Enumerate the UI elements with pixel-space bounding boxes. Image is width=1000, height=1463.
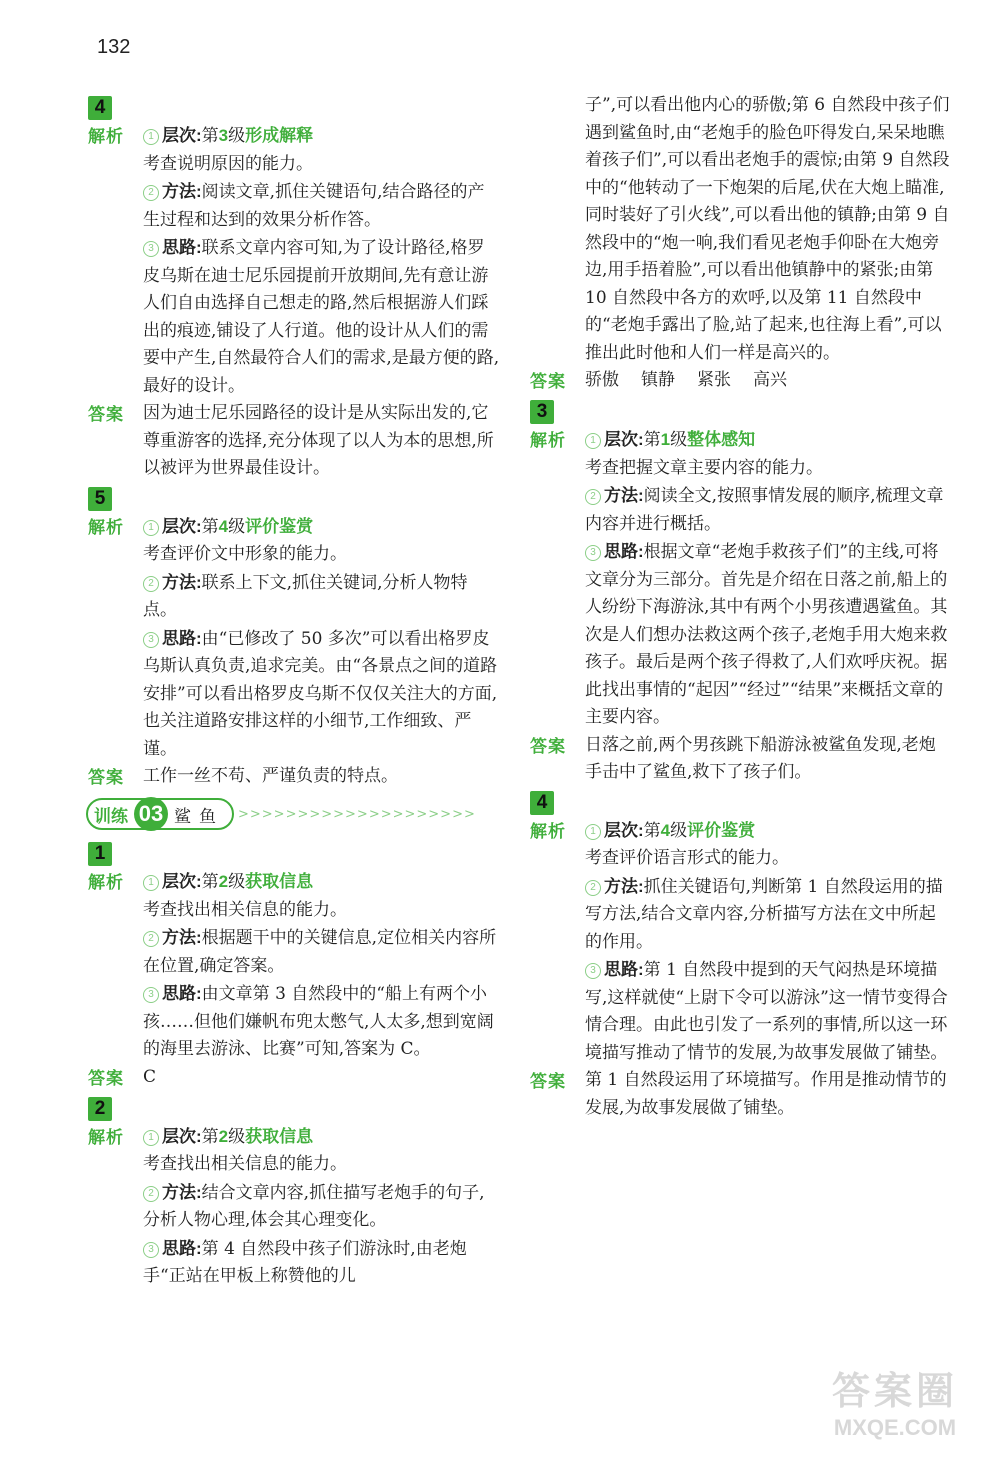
answer-text: 工作一丝不苟、严谨负责的特点。 xyxy=(143,766,398,786)
analysis-tag: 解析 xyxy=(88,873,124,892)
training-header xyxy=(86,796,500,832)
level-line: 1 层次:第2级获取信息 xyxy=(143,1123,500,1152)
thinking-line: 3 思路:由文章第 3 自然段中的“船上有两个小孩……但他们嫌帆布兜太憋气,人太多,想到宽阔的海里去游泳、比赛”可知,答案为 C。 xyxy=(143,984,494,1059)
answer-text: 第 1 自然段运用了环境描写。作用是推动情节的发展,为故事发展做了铺垫。 xyxy=(585,1070,947,1118)
answer-tag: 答案 xyxy=(530,736,566,756)
circle-two-icon: 2 xyxy=(585,880,601,896)
watermark-logo: 答案圈 MXQE.COM xyxy=(831,1371,958,1440)
circle-three-icon: 3 xyxy=(585,545,601,561)
level-line: 1 层次:第4级评价鉴赏 xyxy=(585,817,950,846)
circle-three-icon: 3 xyxy=(585,963,601,979)
answer-tag: 答案 xyxy=(88,768,124,787)
analysis-block-3 xyxy=(530,426,950,732)
circle-one-icon: 1 xyxy=(143,129,159,145)
circle-three-icon: 3 xyxy=(143,632,159,648)
circle-one-icon: 1 xyxy=(585,433,601,449)
level-description: 考查评价文中形象的能力。 xyxy=(143,544,347,564)
training-number: 03 xyxy=(134,797,168,831)
method-line: 2 方法:阅读文章,抓住关键语句,结合路径的产生过程和达到的效果分析作答。 xyxy=(143,182,485,230)
level-line: 1 层次:第2级获取信息 xyxy=(143,868,500,897)
level-description: 考查找出相关信息的能力。 xyxy=(143,1154,347,1174)
level-description: 考查把握文章主要内容的能力。 xyxy=(585,457,823,478)
question-number-5: 5 xyxy=(88,487,112,511)
analysis-block-5 xyxy=(88,513,500,764)
circle-two-icon: 2 xyxy=(143,1186,159,1202)
training-title: 鲨鱼 xyxy=(174,806,224,827)
circle-one-icon: 1 xyxy=(585,824,601,840)
answer-words xyxy=(585,367,950,395)
analysis-tag: 解析 xyxy=(530,431,566,450)
circle-two-icon: 2 xyxy=(143,931,159,947)
circle-two-icon: 2 xyxy=(143,576,159,592)
question-number-3: 3 xyxy=(530,400,554,424)
analysis-block-4 xyxy=(88,122,500,400)
answer-word: 紧张 xyxy=(697,370,731,390)
answer-word: 骄傲 xyxy=(585,370,619,390)
circle-three-icon: 3 xyxy=(143,987,159,1003)
answer-block-4-right xyxy=(530,1067,950,1122)
answer-block-2 xyxy=(530,367,950,396)
left-column xyxy=(88,92,500,1291)
answer-block-3 xyxy=(530,732,950,787)
thinking-line: 3 思路:第 1 自然段中提到的天气闷热是环境描写,这样就使“上尉下令可以游泳”这一情节变得合情合理。由此也引发了一系列的事情,所以这一环境描写推动了情节的发展,为故事发展做了铺垫。 xyxy=(585,960,948,1063)
training-badge xyxy=(86,798,234,830)
method-line: 2 方法:阅读全文,按照事情发展的顺序,梳理文章内容并进行概括。 xyxy=(585,486,944,534)
answer-text: C xyxy=(143,1066,157,1087)
level-line: 1 层次:第4级评价鉴赏 xyxy=(143,513,500,542)
question-number-1: 1 xyxy=(88,842,112,866)
method-line: 2 方法:抓住关键语句,判断第 1 自然段运用的描写方法,结合文章内容,分析描写方法在文中所起的作用。 xyxy=(585,876,943,952)
answer-block-5 xyxy=(88,763,500,792)
analysis-block-1 xyxy=(88,868,500,1064)
answer-block-4 xyxy=(88,400,500,483)
question-number-4: 4 xyxy=(88,96,112,120)
thinking-line: 3 思路:第 4 自然段中孩子们游泳时,由老炮手“正站在甲板上称赞他的儿 xyxy=(143,1238,467,1286)
circle-two-icon: 2 xyxy=(585,489,601,505)
answer-tag: 答案 xyxy=(530,372,566,391)
circle-one-icon: 1 xyxy=(143,1130,159,1146)
circle-one-icon: 1 xyxy=(143,520,159,536)
answer-block-1 xyxy=(88,1064,500,1093)
level-line: 1 层次:第3级形成解释 xyxy=(143,122,500,151)
question-number-2: 2 xyxy=(88,1097,112,1121)
analysis-continuation-2 xyxy=(530,92,950,367)
analysis-tag: 解析 xyxy=(530,821,566,841)
answer-text: 日落之前,两个男孩跳下船游泳被鲨鱼发现,老炮手击中了鲨鱼,救下了孩子们。 xyxy=(585,734,936,782)
analysis-tag: 解析 xyxy=(88,517,124,537)
analysis-tag: 解析 xyxy=(88,127,124,146)
level-description: 考查找出相关信息的能力。 xyxy=(143,899,347,920)
circle-two-icon: 2 xyxy=(143,185,159,201)
method-line: 2 方法:结合文章内容,抓住描写老炮手的句子,分析人物心理,体会其心理变化。 xyxy=(143,1182,485,1230)
answer-tag: 答案 xyxy=(530,1072,566,1091)
thinking-line: 3 思路:联系文章内容可知,为了设计路径,格罗皮乌斯在迪士尼乐园提前开放期间,先有意让游人们自由选择自己想走的路,然后根据游人们踩出的痕迹,铺设了人行道。他的设计从人们的需要中产生,自然最符合人们的需求,是最方便的路,最好的设计。 xyxy=(143,238,500,396)
training-label: 训练 xyxy=(94,806,128,826)
arrow-decoration-icon: >>>>>>>>>>>>>>>>>>>> xyxy=(238,806,476,822)
answer-tag: 答案 xyxy=(88,405,124,424)
method-line: 2 方法:根据题干中的关键信息,定位相关内容所在位置,确定答案。 xyxy=(143,928,497,976)
answer-word: 高兴 xyxy=(753,370,787,390)
answer-word: 镇静 xyxy=(641,370,675,390)
thinking-line: 3 思路:根据文章“老炮手救孩子们”的主线,可将文章分为三部分。首先是介绍在日落之前,船上的人纷纷下海游泳,其中有两个小男孩遭遇鲨鱼。其次是人们想办法救这两个孩子,老炮手用大炮来救孩子。最后是两个孩子得救了,人们欢呼庆祝。据此找出事情的“起因”“经过”“结果”来概括文章的主要内容。 xyxy=(585,542,948,727)
method-line: 2 方法:联系上下文,抓住关键词,分析人物特点。 xyxy=(143,572,468,620)
continuation-text: 子”,可以看出他内心的骄傲;第 6 自然段中孩子们遇到鲨鱼时,由“老炮手的脸色吓得发白,呆呆地瞧着孩子们”,可以看出老炮手的震惊;由第 9 自然段中的“他转动了一下炮架的后尾,伏在大炮上瞄准,同时装好了引火线”,可以看出他的镇静;由第 9 自然段中的“炮一响,我们看见老炮手仰卧在大炮旁边,用手捂着脸”,可以看出他镇静中的紧张;由第 10 自然段中各方的欢呼,以及第 11 自然段中的“老炮手露出了脸,站了起来,也往海上看”,可以推出此时他和人们一样是高兴的。 xyxy=(585,95,950,363)
level-line: 1 层次:第1级整体感知 xyxy=(585,426,950,455)
circle-one-icon: 1 xyxy=(143,875,159,891)
circle-three-icon: 3 xyxy=(143,1242,159,1258)
analysis-block-2 xyxy=(88,1123,500,1291)
level-description: 考查说明原因的能力。 xyxy=(143,153,313,174)
right-column xyxy=(530,92,950,1122)
answer-tag: 答案 xyxy=(88,1068,124,1088)
level-description: 考查评价语言形式的能力。 xyxy=(585,848,789,868)
page-number: 132 xyxy=(97,36,131,58)
question-number-4-right: 4 xyxy=(530,791,554,815)
answer-text: 因为迪士尼乐园路径的设计是从实际出发的,它尊重游客的选择,充分体现了以人为本的思想,所以被评为世界最佳设计。 xyxy=(143,403,494,478)
circle-three-icon: 3 xyxy=(143,241,159,257)
analysis-block-4-right xyxy=(530,817,950,1068)
analysis-tag: 解析 xyxy=(88,1127,124,1147)
thinking-line: 3 思路:由“已修改了 50 多次”可以看出格罗皮乌斯认真负责,追求完美。由“各景点之间的道路安排”可以看出格罗皮乌斯不仅仅关注大的方面,也关注道路安排这样的小细节,工作细致、严谨。 xyxy=(143,628,498,759)
